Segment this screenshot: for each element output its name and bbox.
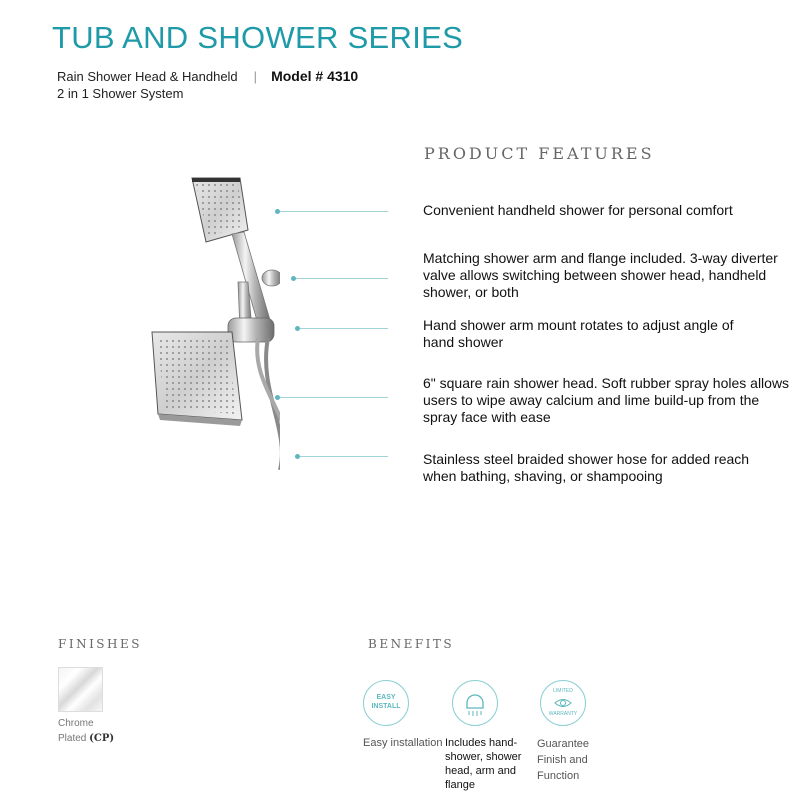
feature-item: 6" square rain shower head. Soft rubber spray holes allows users to wipe away calcium and lime build-up from the spray face with ease — [423, 375, 790, 425]
finishes-heading: FINISHES — [58, 637, 142, 651]
shower-head-icon — [453, 681, 497, 725]
product-features-heading: PRODUCT FEATURES — [424, 144, 655, 163]
easy-install-badge — [363, 680, 409, 726]
finish-label — [58, 716, 114, 746]
easy-install-badge-line1: EASY — [376, 694, 396, 701]
product-name-line1: Rain Shower Head & Handheld — [57, 69, 238, 84]
benefit-label-easy-installation: Easy installation — [363, 737, 443, 749]
finish-code: (CP) — [89, 733, 115, 744]
leader-line-3 — [300, 328, 388, 329]
chrome-finish-swatch — [58, 667, 103, 712]
warranty-badge-bottom: WARRANTY — [548, 711, 578, 717]
feature-item: Matching shower arm and flange included. 3-way diverter valve allows switching between shower head, handheld shower, or both — [423, 250, 778, 300]
easy-install-badge-line2: INSTALL — [371, 703, 401, 710]
finish-label-line1: Chrome — [58, 718, 94, 729]
warranty-badge-top: LIMITED — [553, 688, 573, 694]
product-subtitle — [57, 68, 358, 102]
feature-item: Stainless steel braided shower hose for added reach when bathing, shaving, or shampooing — [423, 451, 750, 484]
limited-warranty-badge — [540, 680, 586, 726]
page-title: TUB AND SHOWER SERIES — [52, 20, 464, 55]
benefit-label-guarantee: Guarantee Finish and Function — [537, 738, 589, 782]
shower-system-illustration — [140, 170, 280, 510]
benefits-heading: BENEFITS — [368, 637, 455, 651]
subtitle-separator: | — [253, 69, 258, 84]
feature-item: Convenient handheld shower for personal comfort — [423, 202, 733, 218]
product-name-line2: 2 in 1 Shower System — [57, 86, 184, 101]
leader-line-4 — [280, 397, 388, 398]
flange — [262, 270, 280, 286]
eye-icon — [541, 681, 585, 725]
model-number: Model # 4310 — [271, 68, 359, 84]
shower-head-badge — [452, 680, 498, 726]
hose-loop — [257, 338, 280, 470]
finish-label-line2: Plated — [58, 733, 87, 744]
leader-line-2 — [296, 278, 388, 279]
rain-shower-head — [152, 332, 242, 426]
benefit-label-includes: Includes hand-shower, shower head, arm and flange — [445, 737, 522, 791]
feature-item: Hand shower arm mount rotates to adjust angle of hand shower — [423, 317, 734, 350]
leader-line-5 — [300, 456, 388, 457]
leader-line-1 — [280, 211, 388, 212]
